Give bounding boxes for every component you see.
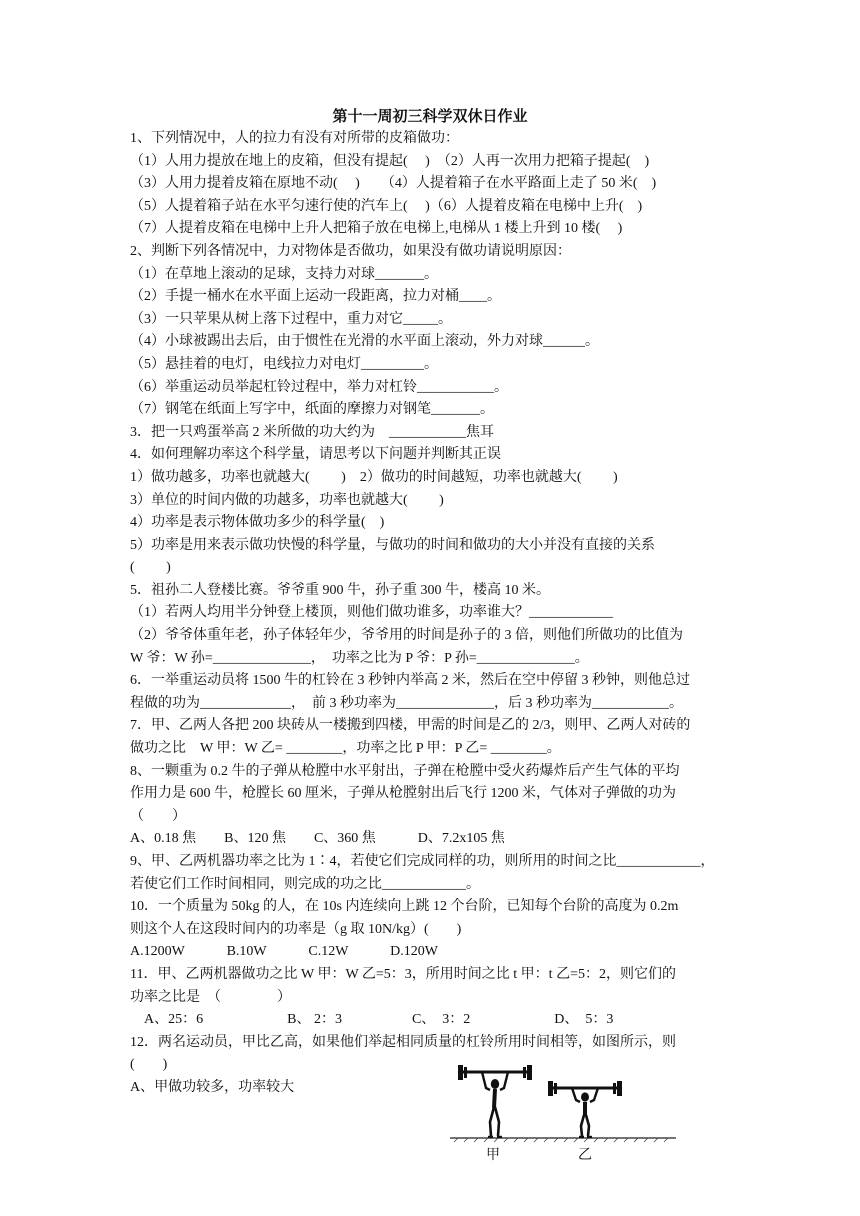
lifter-jia (458, 1065, 532, 1137)
question-text (130, 128, 732, 1100)
text-line: （5）悬挂着的电灯，电线拉力对电灯_________。 (130, 356, 438, 372)
text-line: 11．甲、乙两机器做功之比 W 甲：W 乙=5：3，所用时间之比 t 甲：t 乙=5：2，则它们的 (130, 966, 676, 982)
text-line: 功率之比是 （ ） (130, 989, 291, 1005)
figure-label-jia: 甲 (486, 1147, 500, 1163)
text-line: A.1200W B.10W C.12W D.120W (130, 944, 438, 960)
weightlifter-figure (448, 1062, 678, 1172)
text-line: 5．祖孙二人登楼比赛。爷爷重 900 牛，孙子重 300 牛，楼高 10 米。 (130, 582, 550, 598)
text-line: （1）人用力提放在地上的皮箱，但没有提起( ) （2）人再一次用力把箱子提起( ) (130, 153, 650, 169)
ground-line (450, 1138, 676, 1142)
text-line: （6）举重运动员举起杠铃过程中，举力对杠铃___________。 (130, 379, 508, 395)
figure-label-yi: 乙 (578, 1147, 592, 1163)
page-title: 第十一周初三科学双休日作业 (332, 109, 528, 125)
text-line: 4）功率是表示物体做功多少的科学量( ) (130, 515, 385, 531)
text-line: A、0.18 焦 B、120 焦 C、360 焦 D、7.2x105 焦 (130, 831, 505, 847)
text-line: 1、下列情况中，人的拉力有没有对所带的皮箱做功： (130, 131, 459, 146)
text-line: A、25：6 B、 2：3 C、 3：2 D、 5：3 (130, 1012, 614, 1028)
text-line: （4）小球被踢出去后，由于惯性在光滑的水平面上滚动，外力对球______。 (130, 334, 599, 350)
text-line: （2）手提一桶水在水平面上运动一段距离，拉力对桶____。 (130, 289, 501, 305)
text-line: 1）做功越多，功率也就越大( ) 2）做功的时间越短，功率也就越大( ) (130, 469, 618, 485)
text-line: （1）在草地上滚动的足球，支持力对球_______。 (130, 266, 438, 282)
text-line: 3）单位的时间内做的功越多，功率也就越大( ) (130, 492, 444, 508)
weightlifter-illustration (448, 1062, 678, 1172)
text-line: 2、判断下列各情况中，力对物体是否做功，如果没有做功请说明原因： (130, 243, 571, 259)
text-line: A、甲做功较多，功率较大 (130, 1079, 295, 1095)
text-line: ( ) (130, 560, 171, 576)
text-line: 若使它们工作时间相同，则完成的功之比____________。 (130, 876, 480, 892)
text-line: 程做的功为_____________， 前 3 秒功率为______________，后 3 秒功率为___________。 (130, 695, 683, 711)
text-line: （3）人用力提着皮箱在原地不动( ) （4）人提着箱子在水平路面上走了 50 米( ) (130, 176, 657, 192)
text-line: 10．一个质量为 50kg 的人，在 10s 内连续向上跳 12 个台阶，已知每个台阶的高度为 0.2m (130, 899, 679, 915)
text-line: （7）钢笔在纸面上写字中，纸面的摩擦力对钢笔_______。 (130, 402, 494, 418)
text-line: 5）功率是用来表示做功快慢的科学量，与做功的时间和做功的大小并没有直接的关系 (130, 537, 655, 553)
text-line: （1）若两人均用半分钟登上楼顶，则他们做功谁多，功率谁大？____________ (130, 605, 613, 621)
text-line: （3）一只苹果从树上落下过程中，重力对它_____。 (130, 311, 452, 327)
text-line: （ ） (130, 808, 186, 824)
text-line: ( ) (130, 1057, 168, 1073)
text-line: 6．一举重运动员将 1500 牛的杠铃在 3 秒钟内举高 2 米，然后在空中停留 3 秒钟，则他总过 (130, 673, 690, 689)
text-line: （2）爷爷体重年老，孙子体轻年少，爷爷用的时间是孙子的 3 倍，则他们所做功的比值为 (130, 628, 683, 644)
text-line: 12．两名运动员，甲比乙高，如果他们举起相同质量的杠铃所用时间相等，如图所示，则 (130, 1034, 676, 1050)
text-line: 做功之比 W 甲：W 乙= ________，功率之比 P 甲：P 乙= ________。 (130, 741, 561, 757)
lifter-yi (548, 1081, 622, 1137)
text-line: 3．把一只鸡蛋举高 2 米所做的功大约为 ___________焦耳 (130, 424, 494, 440)
text-line: （5）人提着箱子站在水平匀速行使的汽车上( )（6）人提着皮箱在电梯中上升( ) (130, 198, 643, 214)
text-line: 7．甲、乙两人各把 200 块砖从一楼搬到四楼，甲需的时间是乙的 2/3，则甲、乙两人对砖的 (130, 718, 691, 734)
text-line: 作用力是 600 牛，枪膛长 60 厘米，子弹从枪膛射出后飞行 1200 米，气体对子弹做的功为 (130, 786, 676, 802)
text-line: （7）人提着皮箱在电梯中上升人把箱子放在电梯上,电梯从 1 楼上升到 10 楼( ) (130, 221, 623, 237)
text-line: 则这个人在这段时间内的功率是（g 取 10N/kg）( ) (130, 921, 462, 937)
text-line: 8、一颗重为 0.2 牛的子弹从枪膛中水平射出，子弹在枪膛中受火药爆炸后产生气体的平均 (130, 763, 680, 779)
text-line: W 爷：W 孙=______________， 功率之比为 P 爷：P 孙=______________。 (130, 650, 589, 666)
text-line: 9、甲、乙两机器功率之比为 1∶4，若使它们完成同样的功，则所用的时间之比____________， (130, 854, 715, 869)
text-line: 4．如何理解功率这个科学量，请思考以下问题并判断其正误 (130, 447, 501, 463)
